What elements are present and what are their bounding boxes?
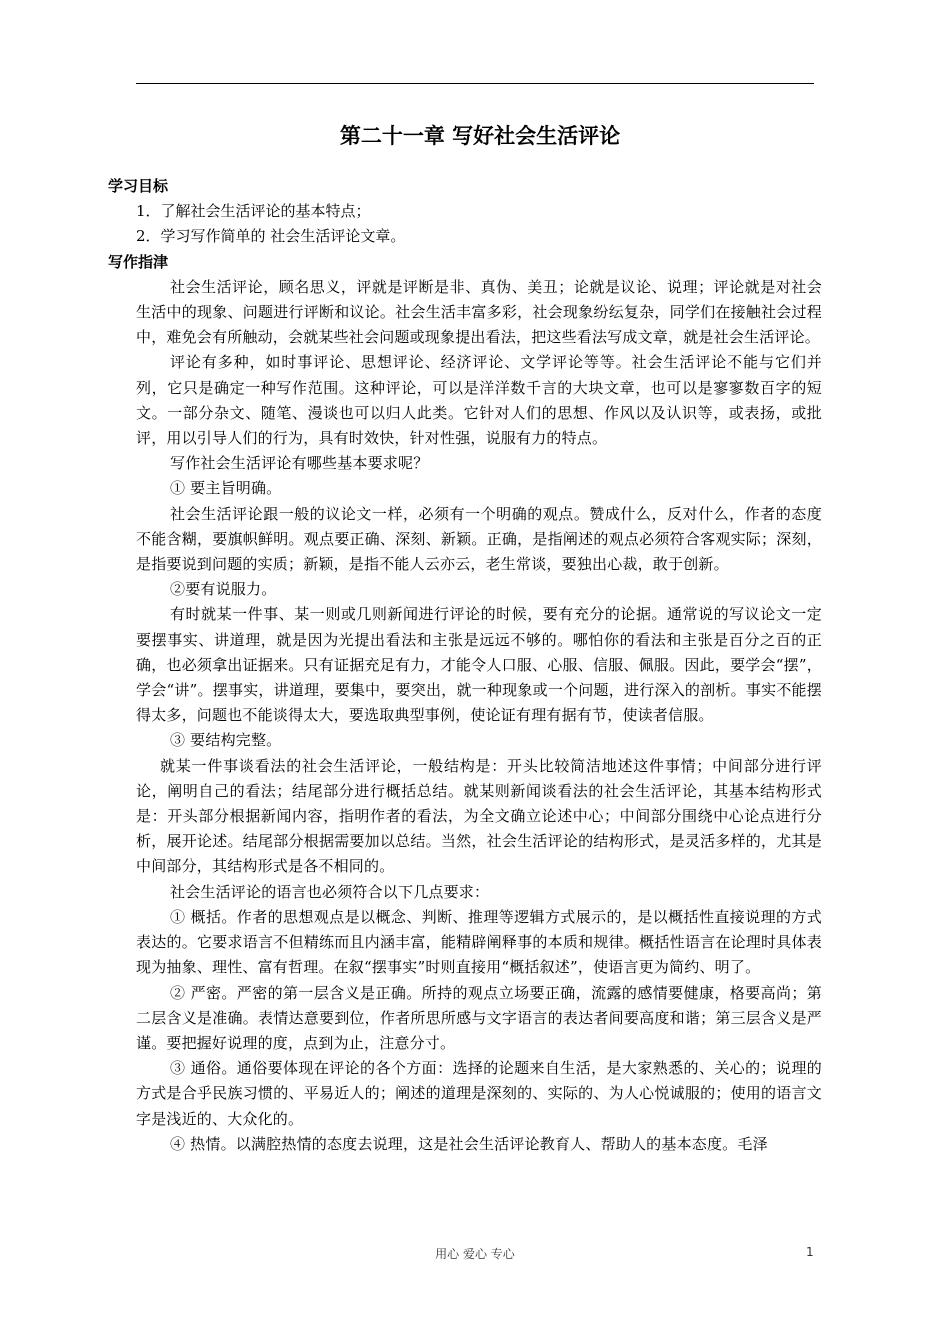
page-number: 1 — [806, 1245, 814, 1259]
paragraph-8: ③ 要结构完整。 — [170, 731, 282, 750]
header-rule — [136, 83, 814, 84]
paragraph-2: 评论有多种，如时事评论、思想评论、经济评论、文学评论等等。社会生活评论不能与它们并列，它只是确定一种写作范围。这种评论，可以是洋洋数千言的大块文章，也可以是寥寥数百字的短文。一部分杂文、随笔、漫谈也可以归人此类。它针对人们的思想、作风以及认识等，或表扬，或批评，用以引导人们的行为，具有时效快，针对性强，说服有力的特点。 — [136, 353, 822, 448]
document-body — [108, 116, 822, 1157]
footer-slogan: 用心 爱心 专心 — [435, 1247, 515, 1261]
paragraph-10: 社会生活评论的语言也必须符合以下几点要求： — [170, 882, 490, 901]
paragraph-12: ② 严密。严密的第一层含义是正确。所持的观点立场要正确，流露的感情要健康，格要高尚；第二层含义是准确。表情达意要到位，作者所思所感与文字语言的表达者间要高度和谐；第三层含义是严谨。要把握好说理的度，点到为止，注意分寸。 — [136, 983, 822, 1052]
paragraph-9: 就某一件事谈看法的社会生活评论，一般结构是：开头比较简洁地述这件事情；中间部分进行评论，阐明自己的看法；结尾部分进行概括总结。就某则新闻谈看法的社会生活评论，其基本结构形式是：开头部分根据新闻内容，指明作者的看法，为全文确立论述中心；中间部分围绕中心论点进行分析，展开论述。结尾部分根据需要加以总结。当然，社会生活评论的结构形式，是灵活多样的，尤其是中间部分，其结构形式是各不相同的。 — [136, 756, 822, 876]
paragraph-6: ②要有说服力。 — [170, 580, 277, 599]
paragraph-13: ③ 通俗。通俗要体现在评论的各个方面：选择的论题来自生活，是大家熟悉的、关心的；说理的方式是合乎民族习惯的、平易近人的；阐述的道理是深刻的、实际的、为人心悦诚服的；使用的语言文字是浅近的、大众化的。 — [136, 1059, 822, 1128]
paragraph-1: 社会生活评论，顾名思义，评就是评断是非、真伪、美丑；论就是议论、说理；评论就是对社会生活中的现象、问题进行评断和议论。社会生活丰富多彩，社会现象纷纭复杂，同学们在接触社会过程中，难免会有所触动，会就某些社会问题或现象提出看法，把这些看法写成文章，就是社会生活评论。 — [136, 277, 822, 347]
goal-item-2: 2．学习写作简单的 社会生活评论文章。 — [136, 227, 406, 246]
paragraph-3: 写作社会生活评论有哪些基本要求呢？ — [170, 454, 429, 473]
goal-item-1: 1．了解社会生活评论的基本特点； — [136, 202, 371, 221]
paragraph-4: ① 要主旨明确。 — [170, 479, 282, 498]
section-heading-goals: 学习目标 — [108, 177, 169, 195]
chapter-title: 第二十一章 写好社会生活评论 — [339, 123, 621, 148]
section-heading-guide: 写作指津 — [108, 252, 169, 271]
paragraph-7: 有时就某一件事、某一则或几则新闻进行评论的时候，要有充分的论据。通常说的写议论文一定要摆事实、讲道理，就是因为光提出看法和主张是远远不够的。哪怕你的看法和主张是百分之百的正确，也必须拿出证据来。只有证据充足有力，才能令人口服、心服、信服、佩服。因此，要学会“摆”，学会“讲”。摆事实，讲道理，要集中，要突出，就一种现象或一个问题，进行深入的剖析。事实不能摆得太多，问题也不能谈得太大，要选取典型事例，使论证有理有据有节，使读者信服。 — [136, 605, 822, 725]
paragraph-5: 社会生活评论跟一般的议论文一样，必须有一个明确的观点。赞成什么，反对什么，作者的态度不能含糊，要旗帜鲜明。观点要正确、深刻、新颖。正确，是指阐述的观点必须符合客观实际；深刻，是指要说到问题的实质；新颖，是指不能人云亦云，老生常谈，要独出心裁，敢于创新。 — [136, 504, 822, 574]
paragraph-14: ④ 热情。以满腔热情的态度去说理，这是社会生活评论教育人、帮助人的基本态度。毛泽 — [170, 1134, 768, 1153]
paragraph-11: ① 概括。作者的思想观点是以概念、判断、推理等逻辑方式展示的，是以概括性直接说理的方式表达的。它要求语言不但精练而且内涵丰富，能精辟阐释事的本质和规律。概括性语言在论理时具体表现为抽象、理性、富有哲理。在叙“摆事实”时则直接用“概括叙述”，使语言更为简约、明了。 — [136, 907, 822, 977]
